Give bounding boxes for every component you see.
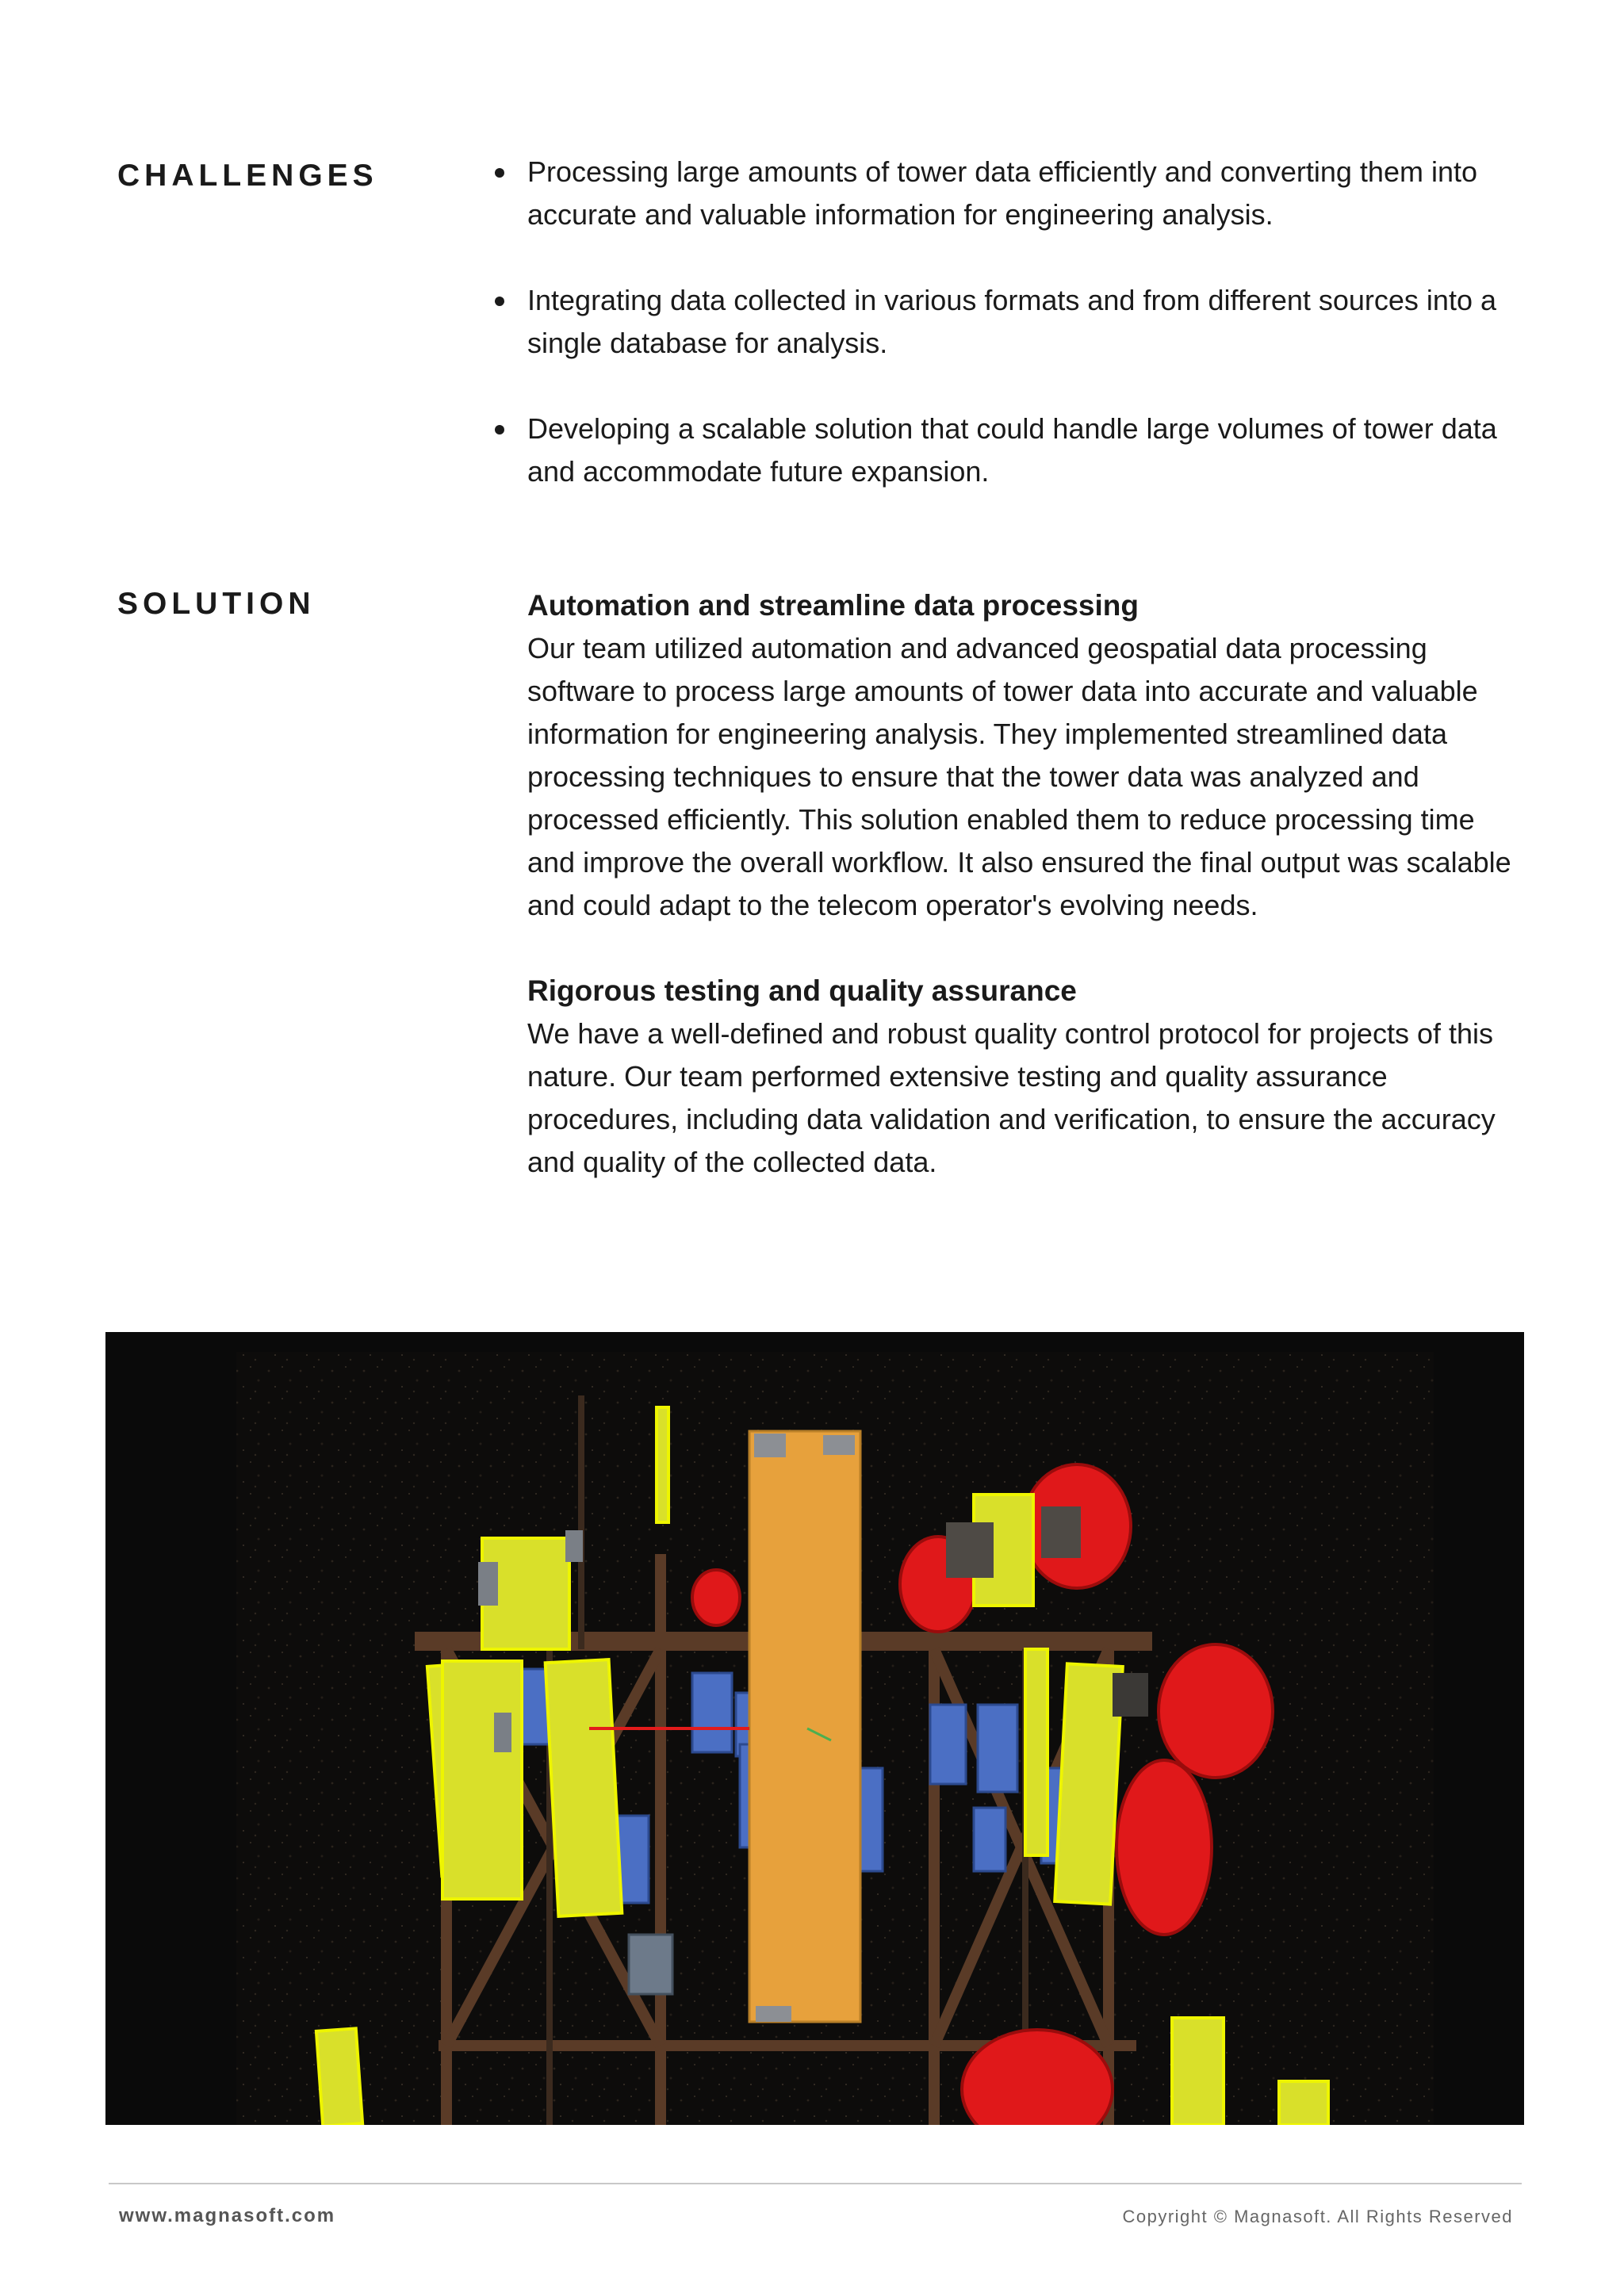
website-link[interactable]: www.magnasoft.com <box>119 2205 336 2226</box>
challenges-heading: CHALLENGES <box>117 159 378 193</box>
challenges-list <box>492 151 1515 536</box>
copyright-text: Copyright © Magnasoft. All Rights Reserved <box>1122 2207 1513 2226</box>
tower-3d-model-image <box>105 1332 1524 2125</box>
solution-heading: SOLUTION <box>117 587 316 621</box>
solution-subtitle-testing: Rigorous testing and quality assurance <box>527 974 1077 1007</box>
footer-divider <box>109 2183 1522 2184</box>
solution-body <box>527 584 1526 1227</box>
challenge-item: Integrating data collected in various formats and from different sources into a single database for analysis. <box>492 279 1515 365</box>
solution-paragraph-automation: Our team utilized automation and advanced geospatial data processing software to process large amounts of tower data into accurate and valuable information for engineering analysis. They implemented streamlined data processing techniques to ensure that the tower data was analyzed and processed efficiently. This solution enabled them to reduce processing time and improve the overall workflow. It also ensured the final output was scalable and could adapt to the telecom operator's evolving needs. <box>527 632 1511 921</box>
challenge-item: Processing large amounts of tower data efficiently and converting them into accurate and valuable information for engineering analysis. <box>492 151 1515 236</box>
challenge-item: Developing a scalable solution that could handle large volumes of tower data and accommodate future expansion. <box>492 408 1515 493</box>
solution-paragraph-testing: We have a well-defined and robust quality control protocol for projects of this nature. Our team performed extensive testing and quality assurance procedures, including data validation and verification, to ensure the accuracy and quality of the collected data. <box>527 1017 1496 1178</box>
solution-subtitle-automation: Automation and streamline data processing <box>527 589 1139 622</box>
